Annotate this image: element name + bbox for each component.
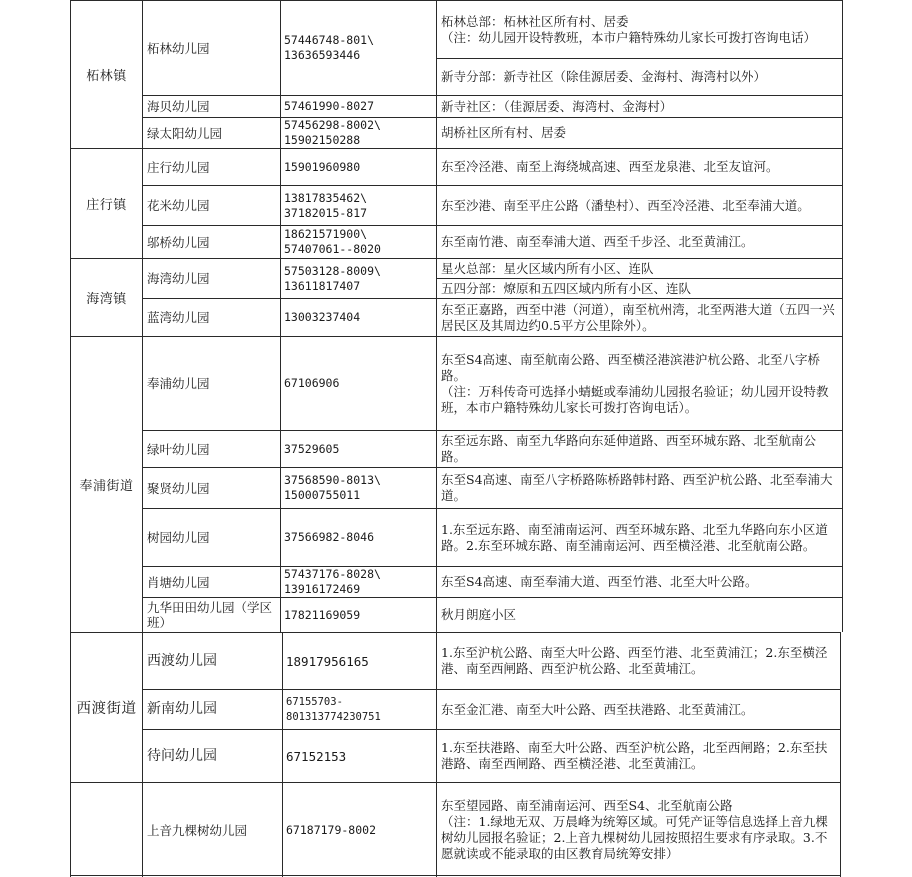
service-area	[437, 149, 841, 185]
service-area	[437, 730, 839, 782]
phone-number	[281, 337, 436, 430]
kindergarten-name-text: 肖塘幼儿园	[147, 574, 210, 590]
table-column-border	[840, 782, 841, 877]
kindergarten-name-text: 绿叶幼儿园	[147, 441, 210, 457]
service-area	[437, 59, 841, 95]
table-column-border	[842, 258, 843, 336]
kindergarten-name	[143, 690, 282, 729]
phone-number-text: 37568590-8013\ 15000755011	[284, 473, 381, 502]
service-area-text: 新寺分部：新寺社区（除佳源居委、金海村、海湾村以外）	[441, 69, 767, 84]
phone-number	[281, 118, 436, 148]
kindergarten-name-text: 蓝湾幼儿园	[147, 310, 210, 325]
phone-number-text: 17821169059	[284, 607, 361, 622]
kindergarten-name-text: 聚贤幼儿园	[147, 480, 210, 496]
service-area-text: 东至正嘉路，西至中港（河道），南至杭州湾，北至两港大道（五四一兴居民区及其周边约0.5平方公里除外）。	[441, 301, 835, 333]
phone-number-text: 37566982-8046	[284, 530, 375, 544]
kindergarten-name-text: 花米幼儿园	[147, 198, 210, 213]
service-area-text: 东至S4高速、南至航南公路、西至横泾港滨港沪杭公路、北至八字桥路。 （注：万科传奇可选择小蜻蜓或奉浦幼儿园报名验证；幼儿园开设特教班，本市户籍特殊幼儿家长可拨打咨询电话）。	[441, 351, 829, 415]
town-name-text: 海湾镇	[86, 292, 127, 307]
town-name-text: 庄行镇	[86, 198, 127, 213]
service-area	[437, 337, 841, 430]
phone-number	[283, 783, 436, 877]
service-area-text: 东至南竹港、南至奉浦大道、西至千步泾、北至黄浦江。	[441, 234, 754, 249]
service-area-text: 东至望园路、南至浦南运河、西至S4、北至航南公路 （注：1.绿地无双、万晨峰为统筹区域。可凭产证等信息选择上音九棵树幼儿园报名验证；2.上音九棵树幼儿园按照招生要求有序录取。3.不愿就读或不能录取的由区教育局统筹安排）	[441, 798, 828, 861]
phone-number-text: 37529605	[284, 441, 340, 456]
phone-number	[281, 96, 436, 117]
phone-number	[281, 149, 436, 185]
service-area-text: 秋月朗庭小区	[441, 607, 517, 622]
phone-number	[281, 1, 436, 95]
service-area	[437, 633, 839, 689]
phone-number	[283, 730, 436, 782]
phone-number	[283, 690, 436, 729]
service-area-text: 星火总部：星火区域内所有小区、连队	[441, 260, 654, 276]
kindergarten-name	[143, 186, 280, 225]
service-area	[437, 226, 841, 258]
kindergarten-name-text: 西渡幼儿园	[147, 652, 217, 669]
kindergarten-name	[143, 1, 280, 95]
town-name-text: 西渡街道	[76, 701, 137, 717]
service-area-text: 1.东至扶港路、南至大叶公路、西至沪杭公路，北至西闸路；2.东至扶港路、南至西闸路、西至横泾港、北至黄浦江。	[441, 740, 828, 771]
service-area-text: 东至沙港、南至平庄公路（潘垫村）、西至冷泾港、北至奉浦大道。	[441, 197, 810, 213]
phone-number	[281, 299, 436, 336]
service-area-text: 东至冷泾港、南至上海绕城高速、西至龙泉港、北至友谊河。	[441, 159, 779, 174]
phone-number-text: 15901960980	[284, 159, 361, 174]
service-area-text: 东至远东路、南至九华路向东延伸道路、西至环城东路、北至航南公路。	[441, 433, 817, 464]
kindergarten-name	[143, 259, 280, 298]
phone-number-text: 67187179-8002	[286, 822, 377, 837]
kindergarten-name	[143, 567, 280, 597]
kindergarten-name	[143, 149, 280, 185]
service-area	[437, 468, 841, 508]
service-area	[437, 259, 841, 278]
phone-number-text: 67152153	[286, 748, 347, 764]
kindergarten-name	[143, 226, 280, 258]
phone-number-text: 57461990-8027	[284, 99, 375, 113]
phone-number	[281, 468, 436, 508]
service-area	[437, 431, 841, 467]
phone-number-text: 57456298-8002\ 15902150288	[284, 118, 381, 147]
service-area-text: 胡桥社区所有村、居委	[441, 125, 567, 140]
service-area-text: 东至金汇港、南至大叶公路、西至扶港路、北至黄浦江。	[441, 701, 754, 717]
table-column-border	[842, 336, 843, 632]
service-area-text: 柘林总部：柘林社区所有村、居委 （注：幼儿园开设特教班，本市户籍特殊幼儿家长可拨打咨询电话）	[441, 13, 817, 45]
kindergarten-name-text: 新南幼儿园	[147, 701, 217, 717]
service-area	[437, 567, 841, 597]
phone-number-text: 67155703- 801313774230751	[286, 695, 381, 723]
phone-number-text: 57503128-8009\ 13611817407	[284, 263, 381, 293]
table-column-border	[840, 632, 841, 782]
service-area	[437, 118, 841, 148]
kindergarten-name-text: 上音九棵树幼儿园	[147, 822, 248, 838]
town-name	[71, 633, 142, 782]
phone-number	[281, 431, 436, 467]
town-name	[71, 259, 142, 336]
kindergarten-name-text: 树园幼儿园	[147, 530, 210, 545]
service-area	[437, 783, 839, 877]
phone-number-text: 57437176-8028\ 13916172469	[284, 567, 381, 596]
kindergarten-name	[143, 431, 280, 467]
phone-number	[283, 633, 436, 689]
service-area-text: 1.东至远东路、南至浦南运河、西至环城东路、北至九华路向东小区道路。2.东至环城东路、南至浦南运河、西至横泾港、北至航南公路。	[441, 521, 828, 553]
phone-number-text: 67106906	[284, 376, 340, 390]
town-name-text: 柘林镇	[86, 69, 127, 84]
kindergarten-name	[143, 96, 280, 117]
table-column-border	[842, 0, 843, 148]
table-column-border	[842, 148, 843, 258]
service-area	[437, 690, 839, 729]
phone-number	[281, 567, 436, 597]
kindergarten-name-text: 邬桥幼儿园	[147, 234, 210, 250]
town-name	[71, 337, 142, 632]
phone-number	[281, 186, 436, 225]
kindergarten-name	[143, 783, 282, 877]
phone-number	[281, 509, 436, 566]
kindergarten-name	[143, 468, 280, 508]
phone-number-text: 13817835462\ 37182015-817	[284, 190, 368, 220]
kindergarten-name	[143, 118, 280, 148]
kindergarten-name	[143, 337, 280, 430]
service-area-text: 1.东至沪杭公路、南至大叶公路、西至竹港、北至黄浦江；2.东至横泾港、南至西闸路、西至沪杭公路、北至黄埔江。	[441, 645, 828, 676]
kindergarten-name-text: 九华田田幼儿园（学区班）	[147, 600, 273, 630]
service-area	[437, 299, 841, 336]
kindergarten-name	[143, 509, 280, 566]
phone-number-text: 18621571900\ 57407061--8020	[284, 227, 381, 256]
kindergarten-name-text: 柘林幼儿园	[147, 40, 210, 56]
kindergarten-name-text: 海贝幼儿园	[147, 99, 210, 114]
service-area-text: 东至S4高速、南至八字桥路陈桥路韩村路、西至沪杭公路、北至奉浦大道。	[441, 472, 833, 503]
kindergarten-name	[143, 633, 282, 689]
town-name	[71, 783, 142, 877]
service-area	[437, 598, 841, 632]
service-area	[437, 279, 841, 298]
kindergarten-name-text: 海湾幼儿园	[147, 271, 210, 286]
kindergarten-name-text: 庄行幼儿园	[147, 159, 210, 175]
phone-number-text: 18917956165	[286, 653, 369, 669]
kindergarten-name-text: 奉浦幼儿园	[147, 376, 210, 391]
kindergarten-name	[143, 730, 282, 782]
kindergarten-name-text: 绿太阳幼儿园	[147, 125, 223, 141]
service-area-text: 东至S4高速、南至奉浦大道、西至竹港、北至大叶公路。	[441, 574, 758, 589]
kindergarten-name-text: 待问幼儿园	[147, 747, 217, 764]
town-name-text: 奉浦街道	[79, 479, 134, 494]
kindergarten-name	[143, 299, 280, 336]
phone-number-text: 57446748-801\ 13636593446	[284, 33, 375, 62]
service-area-text: 新寺社区：（佳源居委、海湾村、金海村）	[441, 98, 673, 114]
service-area	[437, 1, 841, 58]
service-area	[437, 186, 841, 225]
service-area-text: 五四分部：燎原和五四区域内所有小区、连队	[441, 280, 692, 296]
table-row-border	[70, 875, 840, 876]
phone-number	[281, 226, 436, 258]
kindergarten-name	[143, 598, 280, 632]
phone-number-text: 13003237404	[284, 310, 361, 324]
town-name	[71, 149, 142, 258]
service-area	[437, 509, 841, 566]
phone-number	[281, 598, 436, 632]
phone-number	[281, 259, 436, 298]
town-name	[71, 1, 142, 148]
service-area	[437, 96, 841, 117]
